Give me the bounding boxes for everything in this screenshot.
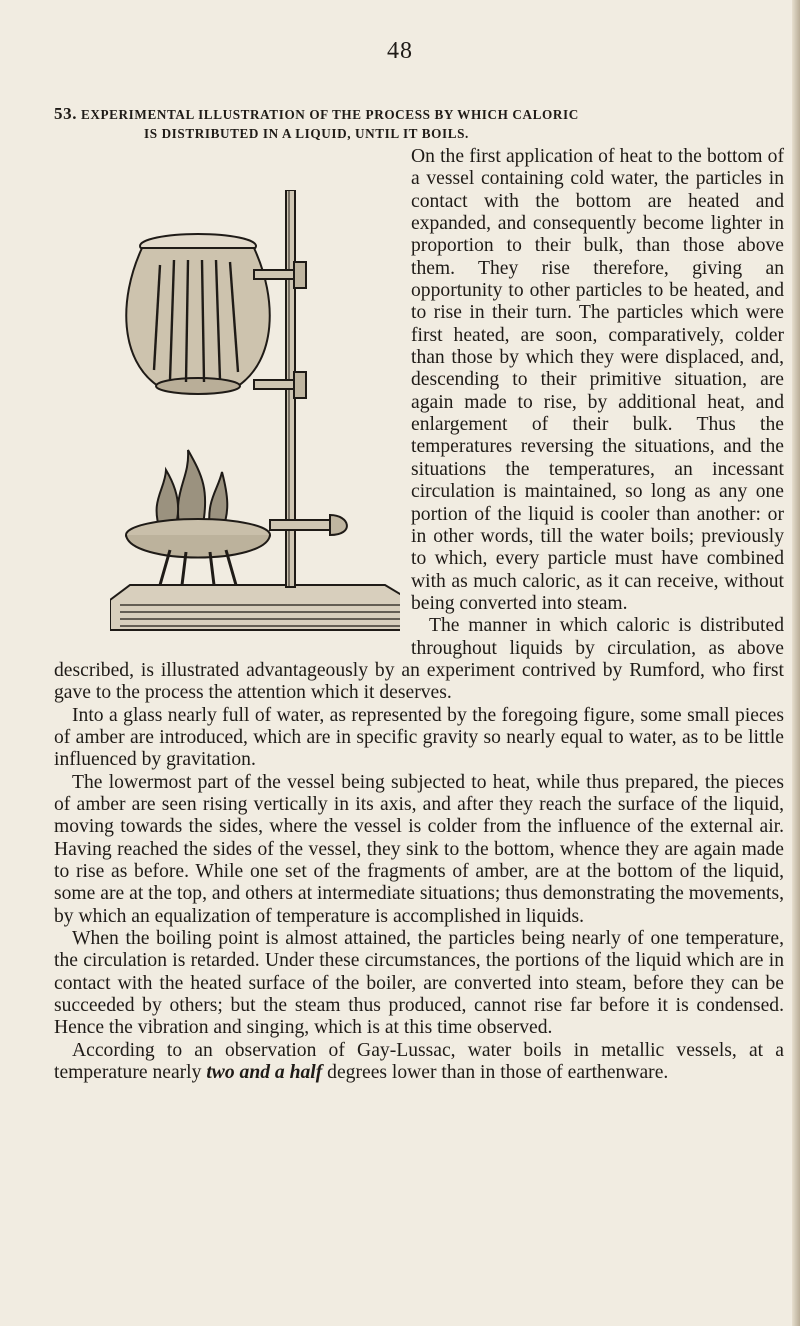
paragraph: When the boiling point is almost attained, the particles being nearly of one temperature, the circulation is retarded. Under these circumstances, the portions of the liquid which are in contact with the heated surface of the boiler, are converted into steam, before they can be succeeded by others; but the steam thus produced, cannot rise far before it is condensed. Hence the vibration and singing, which is at this time observed.	[54, 928, 784, 1039]
emphasis-text: two and a half	[206, 1062, 323, 1084]
section-heading	[54, 104, 784, 143]
page-edge	[792, 0, 800, 1326]
last-paragraph-start: According to an observation of Gay-Lussac, water boils in metallic vessels, at a temperature nearly	[54, 1039, 784, 1084]
figure-space	[54, 146, 411, 642]
paragraph: The manner in which caloric is distributed throughout liquids by circulation, as above described, is illustrated advantageously by an experiment contrived by Rumford, who first gave to the process the attention which it deserves.	[54, 615, 784, 704]
body-text	[54, 146, 784, 1084]
paragraph-last	[54, 1040, 784, 1085]
section-title-line1: EXPERIMENTAL ILLUSTRATION OF THE PROCESS BY WHICH CALORIC	[80, 107, 579, 122]
paragraph: On the first application of heat to the bottom of a vessel containing cold water, the particles in contact with the bottom are heated and expanded, and consequently become lighter in proportion to their bulk, than those above them. They rise therefore, giving an opportunity to other particles to be heated, and to rise in their turn. The particles which were first heated, are soon, comparatively, colder than those by which they were displaced, and, descending to their primitive situation, are again made to rise, by additional heat, and enlargement of their bulk. Thus the temperatures reversing the situations, and the situations the temperatures, an incessant circulation is maintained, so long as any one portion of the liquid is cooler than another: or in other words, till the water boils; previously to which, every particle must have combined with as much caloric, as it can receive, without being converted into steam.	[411, 146, 784, 614]
page-number: 48	[387, 38, 413, 64]
section-title-line2: IS DISTRIBUTED IN A LIQUID, UNTIL IT BOILS.	[144, 126, 469, 141]
last-paragraph-end: degrees lower than in those of earthenware.	[322, 1062, 669, 1084]
section-number: 53.	[54, 104, 78, 123]
paragraph: The lowermost part of the vessel being subjected to heat, while thus prepared, the pieces of amber are seen rising vertically in its axis, and after they reach the surface of the liquid, moving towards the sides, where the vessel is colder from the influence of the external air. Having reached the sides of the vessel, they sink to the bottom, whence they are again made to rise as before. While one set of the fragments of amber, are at the bottom of the liquid, some are at the top, and others at intermediate situations; thus demonstrating the movements, by which an equalization of temperature is accomplished in liquids.	[54, 771, 784, 927]
paragraph: Into a glass nearly full of water, as represented by the foregoing figure, some small pieces of amber are introduced, which are in specific gravity so nearly equal to water, as to be little influenced by gravitation.	[54, 704, 784, 771]
